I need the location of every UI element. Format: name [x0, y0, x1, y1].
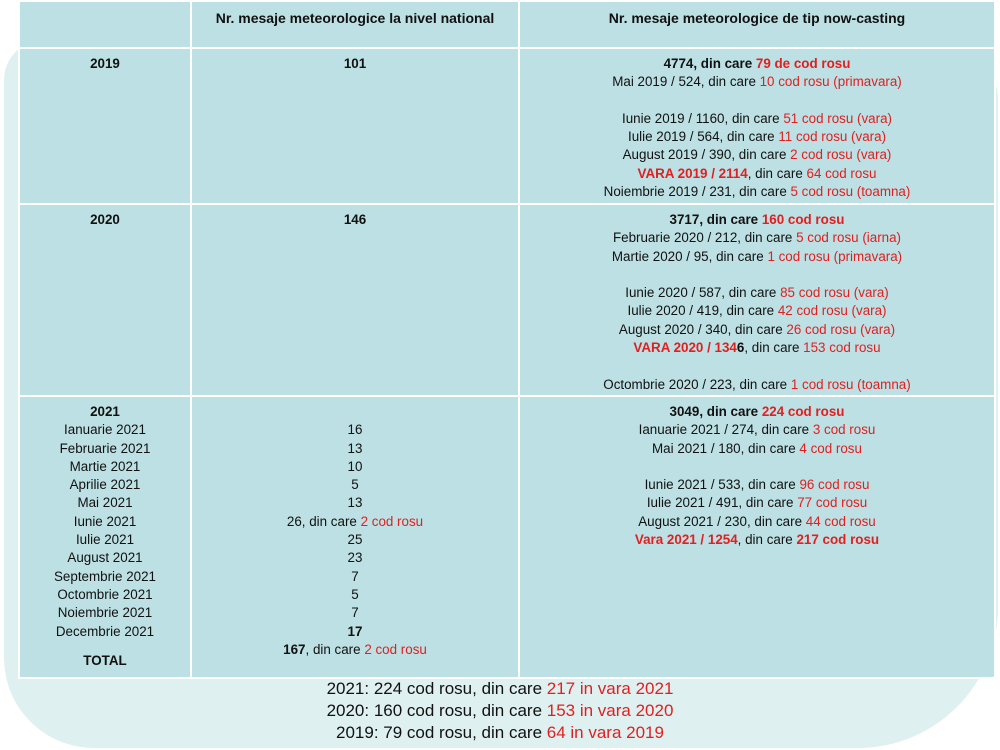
nowcasting-total: 3717, din care 160 cod rosu — [669, 212, 845, 227]
national-value: 146 — [343, 212, 367, 227]
national-month-value: 16 — [347, 422, 363, 438]
national-month-value: 7 — [351, 568, 359, 584]
year-label: 2020 — [90, 212, 120, 227]
month-label: Decembrie 2021 — [55, 623, 155, 639]
nowcasting-line: Februarie 2020 / 212, din care 5 cod rosu (iarna) — [612, 230, 902, 246]
month-label: Martie 2021 — [69, 458, 141, 474]
weather-messages-table — [18, 0, 996, 679]
national-month-value: 17 — [347, 623, 363, 639]
nowcasting-line: Noiembrie 2019 / 231, din care 5 cod rosu (toamna) — [603, 184, 911, 200]
row-2019 — [19, 48, 995, 204]
nowcasting-line: Mai 2019 / 524, din care 10 cod rosu (primavara) — [612, 74, 902, 90]
national-month-value: 7 — [351, 605, 359, 621]
nowcasting-line: Iunie 2020 / 587, din care 85 cod rosu (vara) — [625, 285, 889, 301]
month-label: Iunie 2021 — [73, 513, 137, 529]
national-total-value: 167, din care 2 cod rosu — [283, 641, 427, 657]
national-month-value: 5 — [351, 477, 359, 493]
summary-line-2020: 2020: 160 cod rosu, din care 153 in vara 2020 — [326, 701, 674, 720]
nowcasting-cell — [519, 396, 995, 678]
nowcasting-line: August 2020 / 340, din care 26 cod rosu (vara) — [618, 321, 896, 337]
header-row — [19, 1, 995, 48]
nowcasting-line: Martie 2020 / 95, din care 1 cod rosu (primavara) — [611, 248, 903, 264]
month-label: Aprilie 2021 — [69, 477, 141, 493]
national-month-value: 23 — [347, 550, 363, 566]
nowcasting-line: Iulie 2020 / 419, din care 42 cod rosu (vara) — [627, 303, 887, 319]
nowcasting-line: Mai 2021 / 180, din care 4 cod rosu — [652, 440, 862, 456]
nowcasting-line: Ianuarie 2021 / 274, din care 3 cod rosu — [638, 422, 876, 438]
nowcasting-summer-line: VARA 2020 / 1346, din care 153 cod rosu — [633, 340, 881, 356]
header-nowcasting: Nr. mesaje meteorologice de tip now-casting — [519, 1, 995, 48]
national-month-value: 10 — [347, 458, 363, 474]
national-cell — [191, 48, 519, 204]
month-label: Noiembrie 2021 — [57, 605, 153, 621]
month-label: Octombrie 2021 — [57, 586, 153, 602]
nowcasting-line: Iunie 2021 / 533, din care 96 cod rosu — [644, 477, 870, 493]
header-national: Nr. mesaje meteorologice la nivel national — [191, 1, 519, 48]
nowcasting-total: 3049, din care 224 cod rosu — [669, 404, 845, 419]
nowcasting-summer-line: Vara 2021 / 1254, din care 217 cod rosu — [634, 532, 880, 548]
month-label: Februarie 2021 — [59, 440, 151, 456]
nowcasting-line: Iulie 2021 / 491, din care 77 cod rosu — [646, 495, 868, 511]
year-cell — [19, 396, 191, 678]
total-label: TOTAL — [83, 652, 127, 668]
national-month-value: 26, din care 2 cod rosu — [286, 513, 424, 529]
nowcasting-cell — [519, 204, 995, 396]
national-month-value: 13 — [347, 440, 363, 456]
month-label: Iulie 2021 — [75, 532, 135, 548]
nowcasting-line: August 2021 / 230, din care 44 cod rosu — [638, 513, 876, 529]
national-month-value: 13 — [347, 495, 363, 511]
national-cell — [191, 396, 519, 678]
summary-line-2019: 2019: 79 cod rosu, din care 64 in vara 2019 — [336, 723, 664, 742]
national-value: 101 — [343, 56, 367, 71]
month-label: August 2021 — [67, 550, 143, 566]
national-month-value: 25 — [347, 532, 363, 548]
month-label: Ianuarie 2021 — [64, 422, 146, 438]
row-2021 — [19, 396, 995, 678]
summary-line-2021: 2021: 224 cod rosu, din care 217 in vara 2021 — [326, 679, 674, 698]
nowcasting-line: Iunie 2019 / 1160, din care 51 cod rosu (vara) — [622, 110, 892, 126]
national-cell — [191, 204, 519, 396]
month-label: Septembrie 2021 — [54, 568, 156, 584]
year-label: 2019 — [90, 56, 120, 71]
year-label: 2021 — [90, 404, 120, 419]
nowcasting-cell — [519, 48, 995, 204]
year-cell — [19, 48, 191, 204]
header-year — [19, 1, 191, 48]
nowcasting-total: 4774, din care 79 de cod rosu — [663, 56, 851, 71]
year-cell — [19, 204, 191, 396]
nowcasting-line: August 2019 / 390, din care 2 cod rosu (vara) — [622, 147, 892, 163]
row-2020 — [19, 204, 995, 396]
nowcasting-line: Octombrie 2020 / 223, din care 1 cod rosu (toamna) — [603, 376, 911, 392]
nowcasting-summer-line: VARA 2019 / 2114, din care 64 cod rosu — [637, 165, 877, 181]
national-month-value: 5 — [351, 586, 359, 602]
month-label: Mai 2021 — [77, 495, 133, 511]
summary-block — [0, 678, 1000, 744]
nowcasting-line: Iulie 2019 / 564, din care 11 cod rosu (vara) — [627, 129, 887, 145]
